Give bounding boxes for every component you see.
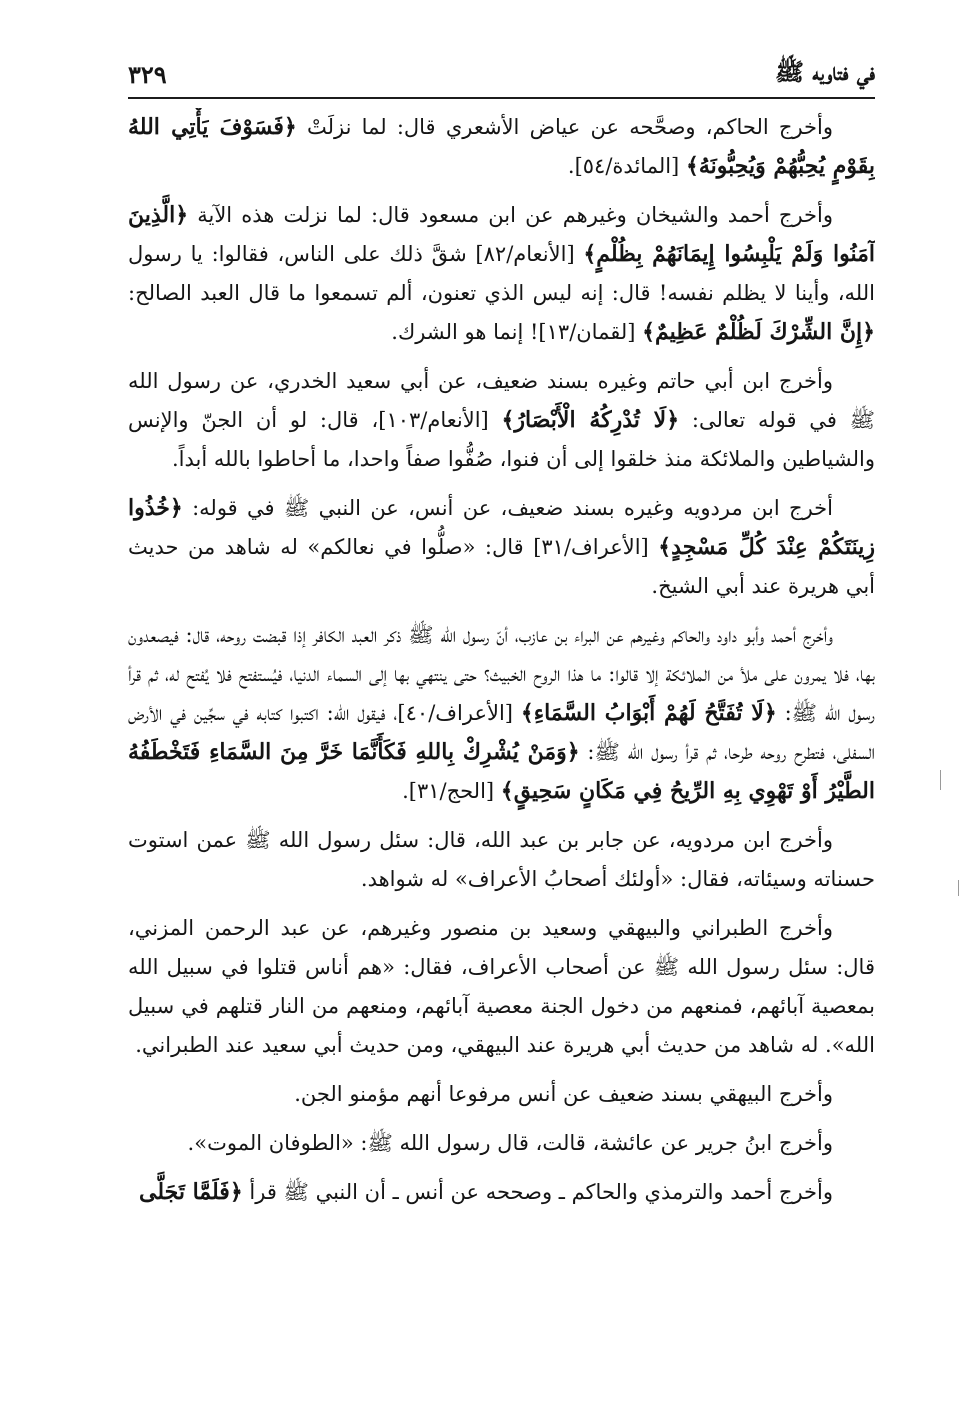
paragraph-text: [الأنعام/٨٢] شقَّ ذلك على الناس، فقالوا: يا رسول الله، وأينا لا يظلم نفسه! قال: إنه ليس الذي تعنون، ألم تسمعوا ما قال العبد الصالح:: [128, 242, 875, 305]
paragraph: [128, 362, 875, 479]
paragraph: [128, 821, 875, 899]
paragraph-text: وأخرج أحمد وأبو داود والحاكم وغيرهم عن البراء بن عازب، أنّ رسول الله ﷺ ذكر العبد الكافر إذا قبضت روحه، قال: فيصعدون بها، فلا يمرون على ملأ من الملائكة إلا قالوا: ما هذا الروح الخبيث؟ حتى ينتهي بها إلى السماء الدنيا، فيُستفتح فلا يُفتح له، ثم قرأ رسول الله ﷺ:: [128, 623, 875, 725]
paragraph-text: وأخرج الطبراني والبيهقي وسعيد بن منصور وغيرهم، عن عبد الرحمن المزني، قال: سئل رسول الله ﷺ عن أصحاب الأعراف، فقال: «هم أناس قتلوا في سبيل الله بمعصية آبائهم، فمنعهم من دخول الجنة معصية آبائهم، ومنعهم من النار قتلهم في سبيل الله». له شاهد من حديث أبي هريرة عند البيهقي، ومن حديث أبي سعيد عند الطبراني.: [128, 916, 875, 1057]
quran-verse: ﴿وَمَنْ يُشْرِكْ بِاللهِ فَكَأَنَّمَا خَرَّ مِنَ السَّمَاءِ فَتَخْطَفُهُ الطَّيْرُ أَوْ تَهْوِي بِهِ الرِّيحُ فِي مَكَانٍ سَحِيقٍ﴾: [128, 739, 875, 804]
paragraph-text: وأخرج ابن أبي حاتم وغيره بسند ضعيف، عن أبي سعيد الخدري، عن رسول الله ﷺ في قوله تعالى:: [128, 369, 875, 432]
running-title: في فتاويه ﷺ: [775, 56, 875, 86]
header-rule: [128, 97, 875, 99]
quran-verse: ﴿فَلَمَّا تَجَلَّى: [139, 1179, 243, 1205]
paragraph-text: وأخرج الحاكم، وصحَّحه عن عياض الأشعري قال: لما نزلَتْ: [296, 115, 834, 139]
paragraph: [128, 1173, 875, 1212]
paragraph: [128, 196, 875, 352]
quran-verse: ﴿لَا تُدْرِكُهُ الْأَبْصَارُ﴾: [501, 407, 680, 433]
quran-verse: ﴿فَسَوْفَ يَأْتِي اللهُ بِقَوْمٍ يُحِبُّهُمْ وَيُحِبُّونَهُ﴾: [128, 114, 875, 179]
paragraph-text: [لقمان/١٣]! إنما هو الشرك.: [391, 320, 643, 344]
running-header: [128, 52, 875, 96]
paragraph: [128, 489, 875, 606]
quran-verse: ﴿الَّذِينَ آمَنُوا وَلَمْ يَلْبِسُوا إِيمَانَهُمْ بِظُلْمٍ﴾: [128, 202, 875, 267]
paragraph: [128, 909, 875, 1065]
paragraph: [128, 616, 875, 811]
body-text: [128, 108, 875, 1378]
quran-verse: ﴿خُذُوا زِينَتَكُمْ عِنْدَ كُلِّ مَسْجِدٍ﴾: [128, 495, 875, 560]
quran-verse: ﴿لَا تُفَتَّحُ لَهُمْ أَبْوَابُ السَّمَاءِ﴾: [520, 700, 777, 726]
quran-verse: ﴿إِنَّ الشِّرْكَ لَظُلْمٌ عَظِيمٌ﴾: [642, 319, 875, 345]
margin-mark: [940, 770, 941, 790]
paragraph-text: [المائدة/٥٤].: [567, 154, 686, 178]
paragraph: [128, 108, 875, 186]
paragraph: [128, 1075, 875, 1114]
paragraph-text: وأخرج البيهقي بسند ضعيف عن أنس مرفوعا أنهم مؤمنو الجن.: [294, 1082, 833, 1106]
paragraph-text: وأخرج ابنُ جرير عن عائشة، قالت، قال رسول الله ﷺ: «الطوفان الموت».: [187, 1131, 833, 1155]
paragraph-text: [الحج/٣١].: [402, 779, 501, 803]
paragraph-text: [الأنعام/١٠٣]، قال: لو أن الجنّ والإنس والشياطين والملائكة منذ خلقوا إلى أن فنوا، صُفُّوا صفاً واحدا، ما أحاطوا بالله أبداً.: [128, 408, 875, 471]
paragraph-text: وأخرج ابن مردويه، عن جابر بن عبد الله، قال: سئل رسول الله ﷺ عمن استوت حسناته وسيئاته، فقال: «أولئك أصحابُ الأعراف» له شواهد.: [128, 828, 875, 891]
paragraph-text: وأخرج أحمد والشيخان وغيرهم عن ابن مسعود قال: لما نزلت هذه الآية: [188, 203, 833, 227]
margin-mark: [958, 880, 959, 896]
paragraph-text: وأخرج أحمد والترمذي والحاكم ـ وصححه عن أنس ـ أن النبي ﷺ قرأ: [242, 1180, 833, 1204]
page-number: ٣٢٩: [128, 59, 167, 89]
paragraph: [128, 1124, 875, 1163]
paragraph-text: أخرج ابن مردويه وغيره بسند ضعيف، عن أنس، عن النبي ﷺ في قوله:: [182, 496, 833, 520]
paragraph-text: [الأعراف/٣١] قال: «صلُّوا في نعالكم» له شاهد من حديث أبي هريرة عند أبي الشيخ.: [128, 535, 875, 598]
paragraph-text: [الأعراف/٤٠]، فيقول الله: اكتبوا كتابه في سجِّين في الأرض السفلى، فتطرح روحه طرحا، ثم قرأ رسول الله ﷺ:: [128, 701, 875, 764]
